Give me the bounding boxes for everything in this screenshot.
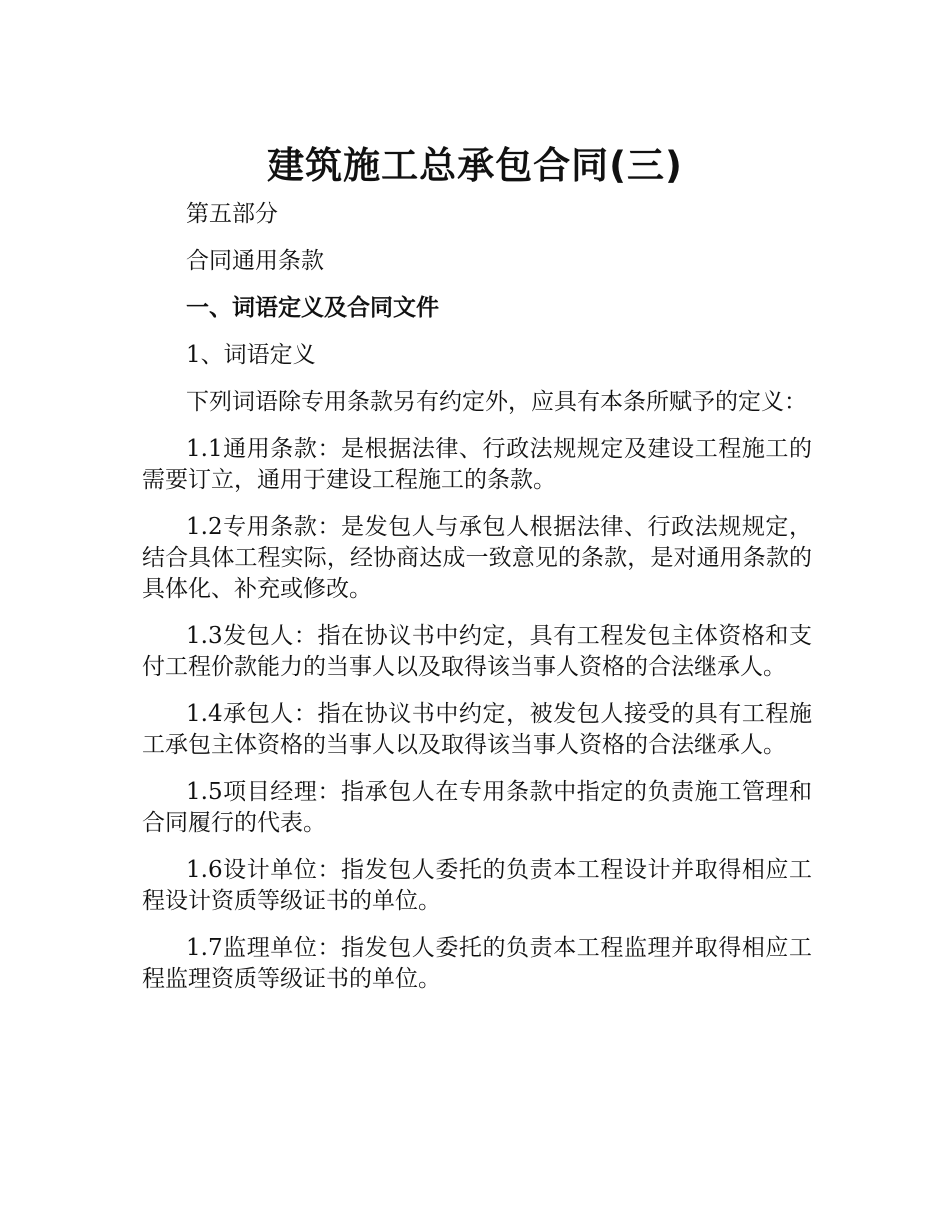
clause-1-2: 1.2专用条款：是发包人与承包人根据法律、行政法规规定，结合具体工程实际，经协商达成一致意见的条款，是对通用条款的具体化、补充或修改。: [142, 514, 812, 602]
chapter-heading: 一、词语定义及合同文件: [186, 295, 439, 321]
document-body: [142, 199, 812, 1009]
definition-intro: 下列词语除专用条款另有约定外，应具有本条所赋予的定义：: [186, 389, 807, 415]
clause-1-1: 1.1通用条款：是根据法律、行政法规规定及建设工程施工的需要订立，通用于建设工程施工的条款。: [142, 436, 812, 493]
part-heading: 第五部分: [186, 201, 278, 227]
clause-1-3: 1.3发包人：指在协议书中约定，具有工程发包主体资格和支付工程价款能力的当事人以及取得该当事人资格的合法继承人。: [142, 623, 812, 680]
clause-1-6: 1.6设计单位：指发包人委托的负责本工程设计并取得相应工程设计资质等级证书的单位。: [142, 857, 812, 914]
section-name: 合同通用条款: [186, 248, 324, 274]
clause-1-5: 1.5项目经理：指承包人在专用条款中指定的负责施工管理和合同履行的代表。: [142, 779, 812, 836]
document-title: 建筑施工总承包合同(三): [267, 143, 683, 187]
clause-heading: 1、词语定义: [186, 342, 316, 368]
clause-1-4: 1.4承包人：指在协议书中约定，被发包人接受的具有工程施工承包主体资格的当事人以及取得该当事人资格的合法继承人。: [142, 701, 812, 758]
clause-1-7: 1.7监理单位：指发包人委托的负责本工程监理并取得相应工程监理资质等级证书的单位。: [142, 935, 812, 992]
